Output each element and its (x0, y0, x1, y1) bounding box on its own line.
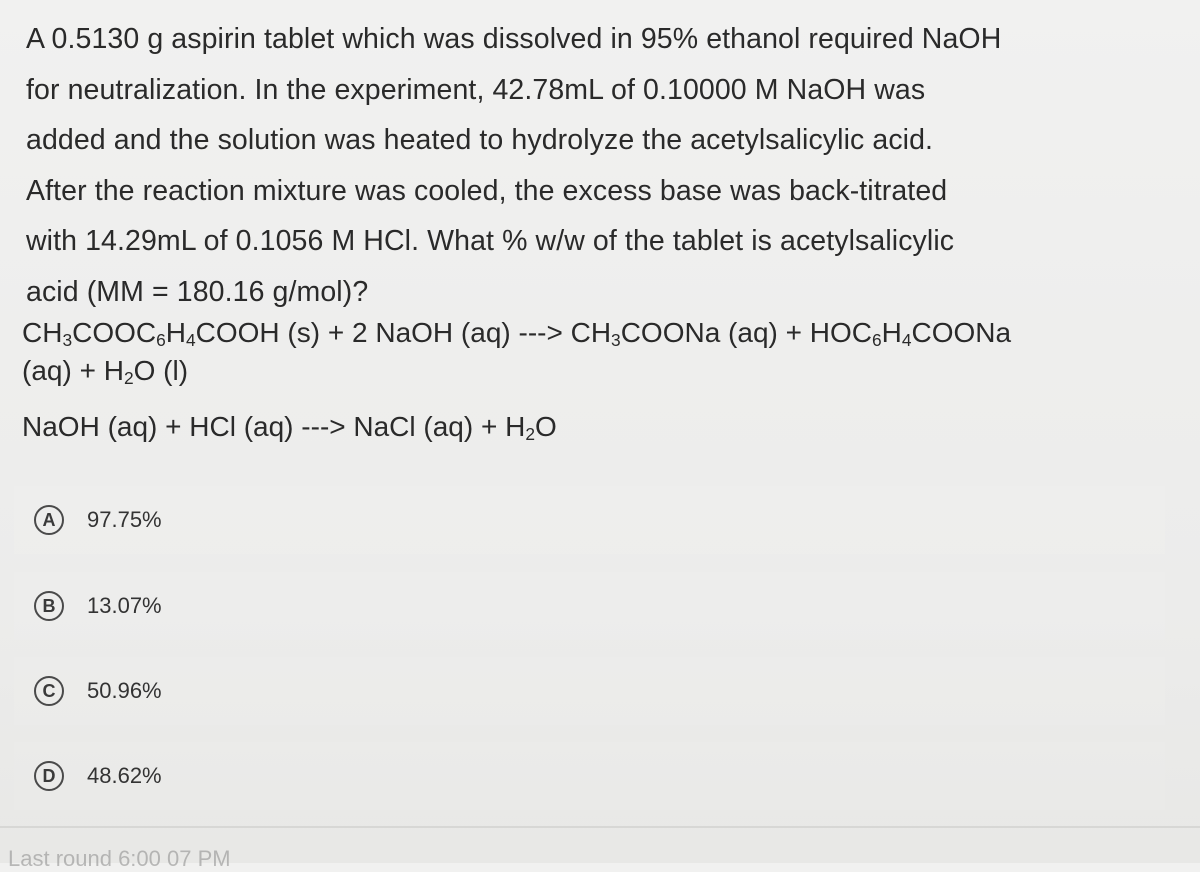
option-text: 13.07% (87, 593, 162, 618)
question-text (26, 14, 1176, 317)
question-line: acid (MM = 180.16 g/mol)? (26, 275, 369, 308)
option-text: 97.75% (87, 507, 162, 532)
question-line: with 14.29mL of 0.1056 M HCl. What % w/w of the tablet is acetylsalicylic (26, 225, 955, 257)
question-line: A 0.5130 g aspirin tablet which was dissolved in 95% ethanol required NaOH (26, 23, 1002, 55)
formula-part: COONa (911, 317, 1012, 348)
subscript: 3 (62, 329, 73, 350)
formula-part: COOH (s) + 2 NaOH (aq) ---> CH (195, 317, 612, 348)
formula-part: COONa (aq) + HOC (620, 317, 872, 348)
formula-part: O (l) (133, 355, 189, 386)
subscript: 6 (156, 329, 166, 350)
equation-line (22, 352, 1182, 390)
divider (0, 826, 1200, 828)
footer-partial-text: Last round 6:00 07 PM (8, 846, 231, 871)
question-line: for neutralization. In the experiment, 42.78mL of 0.10000 M NaOH was (26, 73, 926, 106)
formula-part: O (535, 411, 557, 442)
option-text: 50.96% (87, 678, 162, 703)
equation-line (22, 408, 1182, 446)
option-letter-badge: C (34, 676, 64, 706)
formula-part: NaOH (aq) + HCl (aq) ---> NaCl (aq) + H (22, 411, 526, 442)
subscript: 2 (123, 367, 134, 388)
subscript: 3 (611, 329, 621, 350)
option-letter-badge: A (34, 505, 64, 535)
option-text: 48.62% (87, 763, 162, 788)
option-d[interactable] (0, 734, 1165, 818)
formula-part: CH (22, 317, 63, 348)
formula-part: (aq) + H (22, 355, 124, 386)
option-a[interactable] (0, 478, 1165, 562)
hydrolysis-equation (22, 314, 1182, 390)
option-letter-badge: D (34, 761, 64, 791)
formula-part: H (165, 317, 186, 348)
formula-part: H (881, 317, 902, 348)
subscript: 6 (871, 329, 882, 350)
option-c[interactable] (0, 649, 1165, 733)
equation-line (22, 314, 1182, 352)
question-line: added and the solution was heated to hydrolyze the acetylsalicylic acid. (26, 124, 934, 156)
formula-part: COOC (72, 317, 157, 348)
subscript: 4 (901, 329, 912, 350)
option-letter-badge: B (34, 591, 64, 621)
subscript: 4 (186, 329, 196, 350)
question-line: After the reaction mixture was cooled, the excess base was back-titrated (26, 174, 948, 207)
subscript: 2 (525, 423, 535, 444)
neutralization-equation (22, 408, 1182, 446)
option-b[interactable] (0, 564, 1165, 648)
